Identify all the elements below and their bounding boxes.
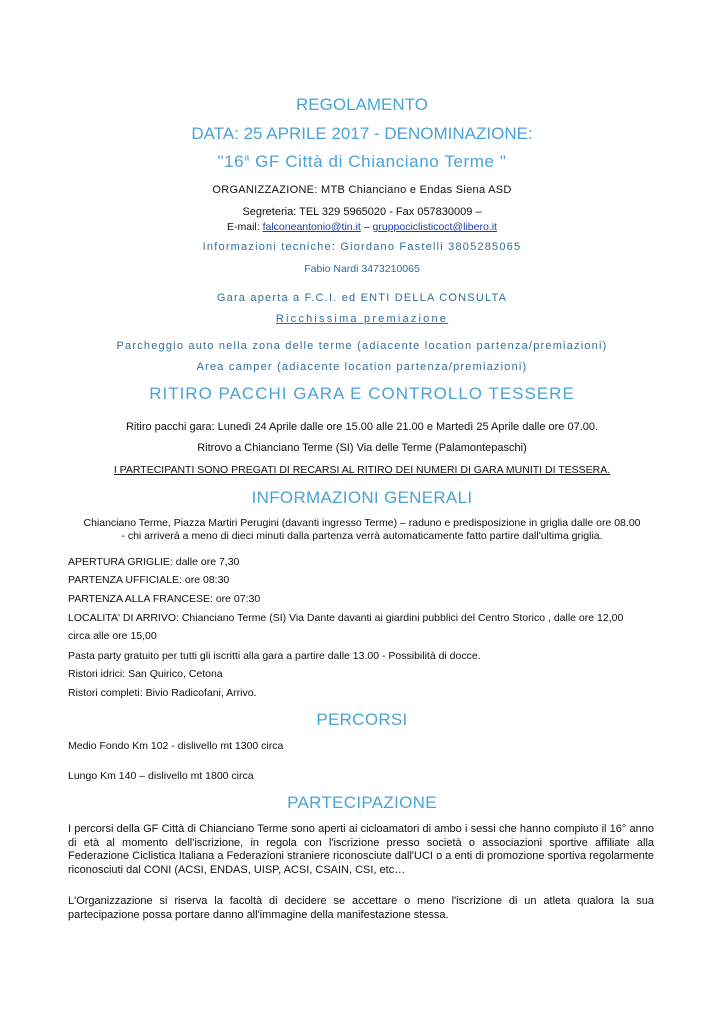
percorso-lungo: Lungo Km 140 – dislivello mt 1800 circa xyxy=(68,770,254,782)
info-tecniche-line: Informazioni tecniche: Giordano Fastelli 3805285065 xyxy=(202,241,522,253)
event-title-sup: a xyxy=(244,152,250,163)
gara-aperta-line: Gara aperta a F.C.I. ed ENTI DELLA CONSULTA xyxy=(216,292,508,304)
ristori-completi: Ristori completi: Bivio Radicofani, Arrivo. xyxy=(68,687,257,699)
organizzazione-line: ORGANIZZAZIONE: MTB Chianciano e Endas Siena ASD xyxy=(212,184,512,196)
localita-arrivo-2: circa alle ore 15,00 xyxy=(68,630,157,642)
partenza-francese: PARTENZA ALLA FRANCESE: ore 07:30 xyxy=(68,593,261,605)
info-intro-1: Chianciano Terme, Piazza Martiri Perugini (davanti ingresso Terme) – raduno e predisposizione in griglia dalle ore 08.00 xyxy=(83,517,641,529)
email-separator: – xyxy=(360,221,373,233)
info-heading: INFORMAZIONI GENERALI xyxy=(251,488,473,507)
event-title xyxy=(0,152,724,172)
localita-arrivo-1: LOCALITA' DI ARRIVO: Chianciano Terme (SI) Via Dante davanti ai giardini pubblici del Centro Storico , dalle ore 12,00 xyxy=(68,612,624,624)
partecipazione-paragraph-2: L'Organizzazione si riserva la facoltà di decidere se accettare o meno l'iscrizione di un atleta qualora la sua partecipazione possa portare danno all'immagine della manifestazione stessa. xyxy=(68,895,654,921)
title-regolamento: REGOLAMENTO xyxy=(296,95,428,114)
apertura-griglie: APERTURA GRIGLIE: dalle ore 7,30 xyxy=(68,556,240,568)
email-link-2[interactable]: gruppociclisticoct@libero.it xyxy=(372,221,497,233)
ritiro-line-3: I PARTECIPANTI SONO PREGATI DI RECARSI AL RITIRO DEI NUMERI DI GARA MUNITI DI TESSERA. xyxy=(113,464,611,476)
partecipazione-heading: PARTECIPAZIONE xyxy=(287,793,437,812)
premiazione-line: Ricchissima premiazione xyxy=(275,313,449,325)
parcheggio-line: Parcheggio auto nella zona delle terme (adiacente location partenza/premiazioni) xyxy=(116,340,608,352)
segreteria-line: Segreteria: TEL 329 5965020 - Fax 057830009 – xyxy=(242,206,482,218)
partenza-ufficiale: PARTENZA UFFICIALE: ore 08:30 xyxy=(68,574,230,586)
event-title-post: GF Città di Chianciano Terme " xyxy=(249,152,507,171)
ristori-idrici: Ristori idrici: San Quirico, Cetona xyxy=(68,668,223,680)
event-title-pre: "16 xyxy=(217,152,245,171)
ritiro-line-1: Ritiro pacchi gara: Lunedì 24 Aprile dalle ore 15.00 alle 21.00 e Martedì 25 Aprile dalle ore 07.00. xyxy=(125,421,599,433)
fabio-nardi-line: Fabio Nardi 3473210065 xyxy=(304,263,420,275)
email-link-1[interactable]: falconeantonio@tin.it xyxy=(262,221,361,233)
partecipazione-paragraph-1: I percorsi della GF Città di Chianciano Terme sono aperti ai cicloamatori di ambo i sessi che hanno compiuto il 16° anno di età al momento dell'iscrizione, in regola con l'iscrizione presso società o associazioni sportive affiliate alla Federazione Ciclistica Italiana a Federazioni straniere riconosciute dall'UCI o a enti di promozione sportiva regolarmente riconosciuti dal CONI (ACSI, ENDAS, UISP, ACSI, CSAIN, CSI, etc… xyxy=(68,823,654,876)
pasta-party: Pasta party gratuito per tutti gli iscritti alla gara a partire dalle 13.00 - Possibilità di docce. xyxy=(68,650,481,662)
info-intro-2: - chi arriverà a meno di dieci minuti dalla partenza verrà automaticamente fatto partire dall'ultima griglia. xyxy=(121,530,603,542)
ritiro-line-2: Ritrovo a Chianciano Terme (SI) Via delle Terme (Palamontepaschi) xyxy=(197,442,527,454)
percorsi-heading: PERCORSI xyxy=(316,710,408,729)
date-denomination-line: DATA: 25 APRILE 2017 - DENOMINAZIONE: xyxy=(191,124,533,143)
ritiro-heading: RITIRO PACCHI GARA E CONTROLLO TESSERE xyxy=(149,384,575,403)
camper-line: Area camper (adiacente location partenza/premiazioni) xyxy=(196,361,528,373)
email-line xyxy=(0,221,724,233)
email-label: E-mail: xyxy=(227,221,263,233)
percorso-medio: Medio Fondo Km 102 - dislivello mt 1300 circa xyxy=(68,740,284,752)
